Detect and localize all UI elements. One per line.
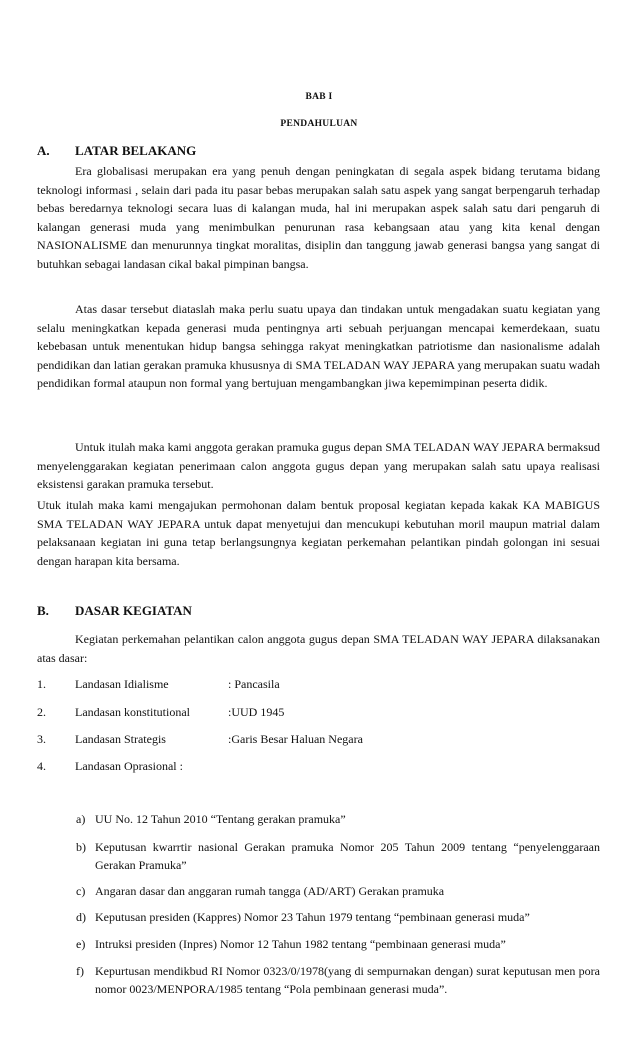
list-item [76,882,600,900]
list-item-text: Angaran dasar dan anggaran rumah tangga (AD/ART) Gerakan pramuka [95,884,445,898]
chapter-number: BAB I [305,92,333,102]
section-b-heading [37,603,192,619]
landasan-value: :UUD 1945 [228,705,285,719]
list-item [76,838,600,874]
list-item-text: UU No. 12 Tahun 2010 “Tentang gerakan pramuka” [95,812,346,826]
section-a-letter: A. [37,143,50,158]
landasan-label: Landasan konstitutional [75,705,190,719]
section-a-paragraph-1: Era globalisasi merupakan era yang penuh dengan peningkatan di segala aspek bidang terutama bidang teknologi informasi , selain dari pada itu pasar bebas merupakan salah satu aspek yang sangat berpengaruh terhadap bebas beredarnya teknologi secara luas di kalangan muda, hal ini merupakan aspek salah satu dari pengaruh di kalangan generasi muda yang menimbulkan penurunan rasa kebangsaan atau yang kita kenal dengan NASIONALISME dan menurunnya tingkat moralitas, disiplin dan tanggung jawab generasi bangsa yang sangat di butuhkan sebagai landasan cikal bakal pimpinan bangsa. [37,164,600,271]
list-item-marker: b) [76,840,86,854]
list-item [76,810,600,828]
landasan-number: 3. [37,732,46,746]
list-item-text: Intruksi presiden (Inpres) Nomor 12 Tahun 1982 tentang “pembinaan generasi muda” [95,937,506,951]
landasan-row [37,758,183,774]
list-item-marker: c) [76,884,86,898]
section-b-title: DASAR KEGIATAN [75,603,192,618]
landasan-number: 1. [37,677,46,691]
list-item-text: Kepurtusan mendikbud RI Nomor 0323/0/1978(yang di sempurnakan dengan) surat keputusan men pora nomor 0023/MENPORA/1985 tentang “Pola pembinaan generasi muda”. [95,964,600,996]
section-a-paragraph-3: Untuk itulah maka kami anggota gerakan pramuka gugus depan SMA TELADAN WAY JEPARA bermaksud menyelenggarakan kegiatan penerimaan calon anggota gugus depan yang merupakan salah satu upaya realisasi eksistensi garakan pramuka tersebut. [37,440,600,492]
section-a-heading [37,143,196,159]
list-item-text: Keputusan presiden (Kappres) Nomor 23 Tahun 1979 tentang “pembinaan generasi muda” [95,910,530,924]
landasan-row [37,676,280,692]
list-item [76,935,600,953]
list-item-marker: e) [76,937,86,951]
landasan-label: Landasan Strategis [75,732,166,746]
section-b-letter: B. [37,603,49,618]
section-a-paragraph-4: Utuk itulah maka kami mengajukan permohonan dalam bentuk proposal kegiatan kepada kakak KA MABIGUS SMA TELADAN WAY JEPARA untuk dapat menyetujui dan mencukupi kebutuhan moril maupun matrial dalam pelaksanaan kegiatan ini guna tetap berlangsungnya kegiatan perkemahan pelantikan pindah golongan ini sesuai dengan harapan kita bersama. [37,498,600,568]
landasan-number: 2. [37,705,46,719]
list-item [76,908,600,926]
landasan-label: Landasan Idialisme [75,677,169,691]
section-b-intro: Kegiatan perkemahan pelantikan calon anggota gugus depan SMA TELADAN WAY JEPARA dilaksanakan atas dasar: [37,632,600,665]
list-item-marker: f) [76,964,84,978]
landasan-label: Landasan Oprasional : [75,759,183,773]
list-item-marker: d) [76,910,86,924]
section-a-title: LATAR BELAKANG [75,143,197,158]
list-item-marker: a) [76,812,86,826]
landasan-row [37,731,363,747]
list-item [76,962,600,998]
chapter-title: PENDAHULUAN [280,119,358,129]
landasan-value: :Garis Besar Haluan Negara [228,732,363,746]
section-a-paragraph-2: Atas dasar tersebut diataslah maka perlu suatu upaya dan tindakan untuk mengadakan suatu kegiatan yang selalu meningkatkan kepada generasi muda pentingnya arti sebuah perjuangan mencapai kemerdekaan, suatu kebebasan untuk menentukan hidup bangsa sehingga rakyat meningkatkan patriotisme dan nasionalisme adalah pendidikan dan latian gerakan pramuka khususnya di SMA TELADAN WAY JEPARA yang merupakan suatu wadah pendidikan formal ataupun non formal yang bertujuan mengambangkan jiwa kepemimpinan peserta didik. [37,302,600,391]
landasan-row [37,704,284,720]
landasan-value: : Pancasila [228,677,280,691]
list-item-text: Keputusan kwarrtir nasional Gerakan pramuka Nomor 205 Tahun 2009 tentang “penyelenggaraan Gerakan Pramuka” [95,840,600,872]
landasan-number: 4. [37,759,46,773]
